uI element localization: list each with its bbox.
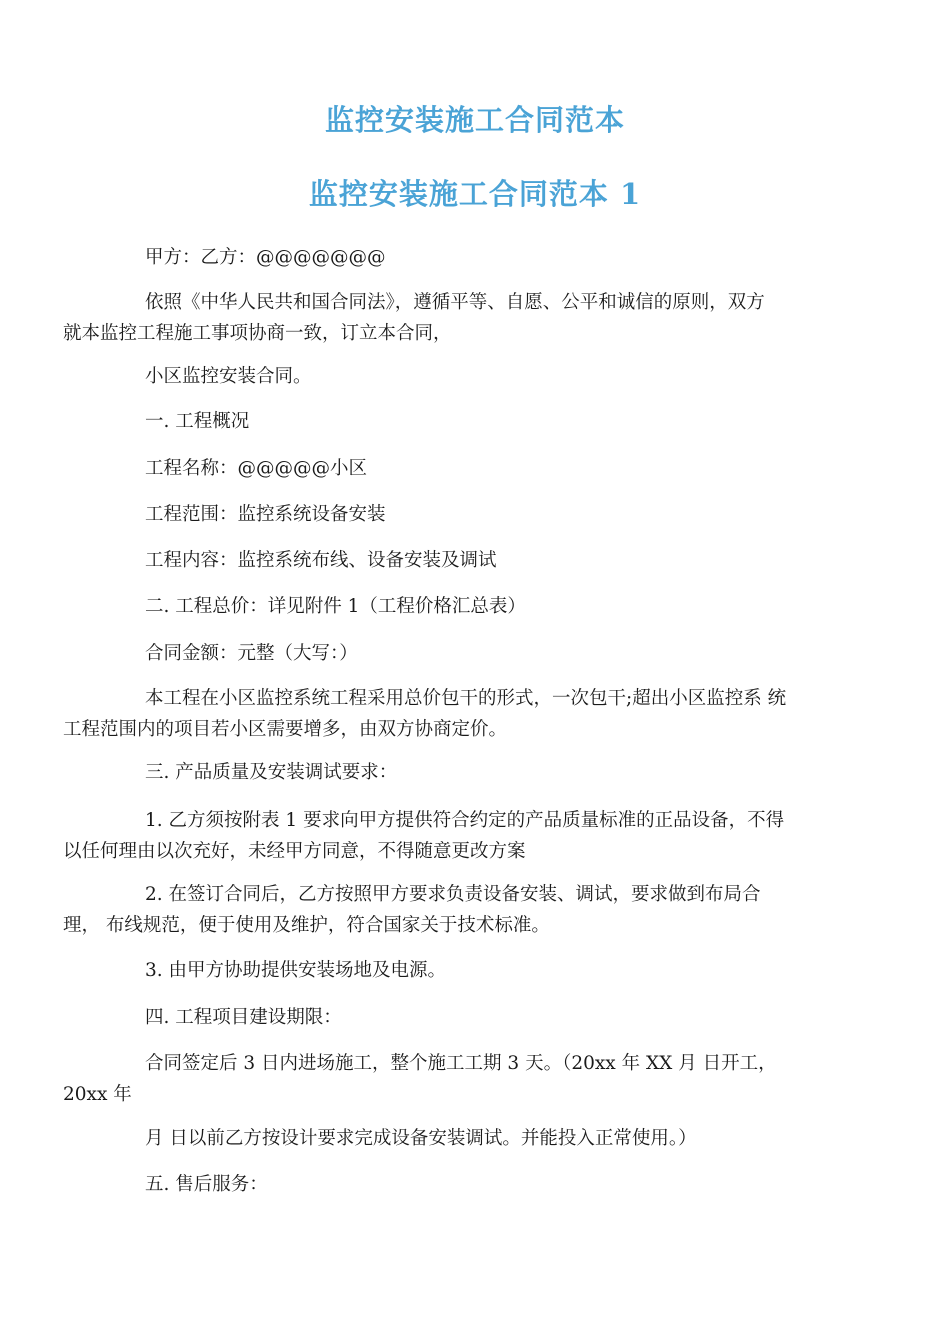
paragraph-line: 二. 工程总价：详见附件 1（工程价格汇总表） (145, 596, 526, 617)
document-title: 监控安装施工合同范本 (324, 103, 625, 137)
paragraph-line: 本工程在小区监控系统工程采用总价包干的形式，一次包干;超出小区监控系 统 (145, 688, 787, 709)
project-content-line (104, 545, 849, 576)
section-heading-1 (104, 406, 849, 437)
section-heading-5 (104, 1169, 849, 1200)
paragraph-line: 理， 布线规范，便于使用及维护，符合国家关于技术标准。 (63, 915, 550, 936)
paragraph-line: 四. 工程项目建设期限： (145, 1007, 342, 1028)
quality-item-1 (63, 805, 849, 867)
quality-item-3 (104, 955, 849, 986)
paragraph-line: 3. 由甲方协助提供安装场地及电源。 (145, 960, 447, 981)
section-heading-3 (104, 757, 849, 788)
paragraph-line: 20xx 年 (63, 1084, 132, 1105)
paragraph-line: 五. 售后服务： (145, 1174, 268, 1195)
schedule-paragraph (63, 1048, 849, 1110)
paragraph-line: 就本监控工程施工事项协商一致，订立本合同， (63, 323, 452, 344)
paragraph-line: 工程范围：监控系统设备安装 (145, 504, 386, 525)
contract-amount-line (104, 638, 849, 669)
completion-line (104, 1123, 849, 1154)
pricing-paragraph (63, 683, 849, 745)
paragraph-line: 合同金额：元整（大写：） (145, 643, 358, 664)
paragraph-line: 月 日以前乙方按设计要求完成设备安装调试。并能投入正常使用。） (145, 1128, 697, 1149)
paragraph-line: 小区监控安装合同。 (145, 366, 312, 387)
quality-item-2 (63, 879, 849, 941)
project-name-line (104, 453, 849, 484)
paragraph-line: 一. 工程概况 (145, 411, 250, 432)
paragraph-line: 1. 乙方须按附表 1 要求向甲方提供符合约定的产品质量标准的正品设备，不得 (145, 810, 785, 831)
party-line (104, 242, 849, 273)
contract-name-line (104, 361, 849, 392)
paragraph-line: 合同签定后 3 日内进场施工，整个施工工期 3 天。（20xx 年 XX 月 日开工， (145, 1053, 777, 1074)
paragraph-line: 甲方：乙方：@@@@@@@ (145, 247, 386, 268)
document-subtitle: 监控安装施工合同范本 1 (308, 177, 642, 211)
paragraph-line: 三. 产品质量及安装调试要求： (145, 762, 398, 783)
paragraph-line: 工程内容：监控系统布线、设备安装及调试 (145, 550, 497, 571)
project-scope-line (104, 499, 849, 530)
section-heading-2 (104, 591, 849, 622)
preamble-paragraph (63, 287, 849, 349)
paragraph-line: 工程名称：@@@@@小区 (145, 458, 368, 479)
paragraph-line: 依照《中华人民共和国合同法》，遵循平等、自愿、公平和诚信的原则，双方 (145, 292, 765, 313)
paragraph-line: 2. 在签订合同后，乙方按照甲方要求负责设备安装、调试，要求做到布局合 (145, 884, 761, 905)
section-heading-4 (104, 1002, 849, 1033)
paragraph-line: 工程范围内的项目若小区需要增多，由双方协商定价。 (63, 719, 508, 740)
paragraph-line: 以任何理由以次充好，未经甲方同意，不得随意更改方案 (63, 841, 526, 862)
